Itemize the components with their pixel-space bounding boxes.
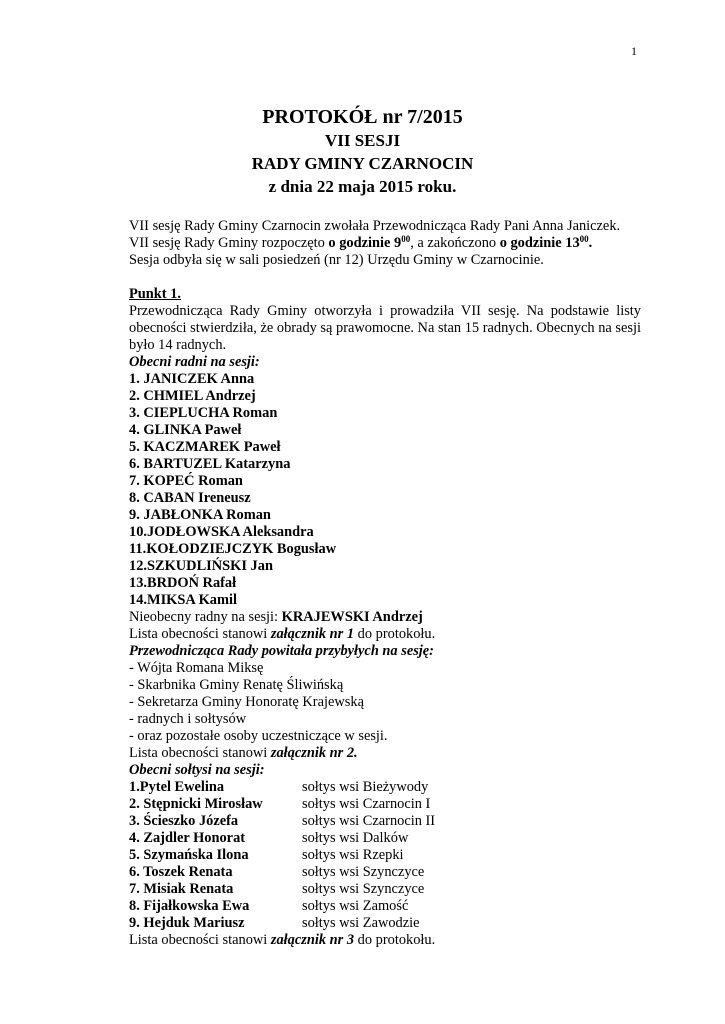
soltys-row xyxy=(129,796,641,813)
soltys-village: sołtys wsi Rzepki xyxy=(302,847,404,863)
soltys-name: 4. Zajdler Honorat xyxy=(129,830,246,846)
document-body xyxy=(129,218,641,949)
councillor-item: 5. KACZMAREK Paweł xyxy=(129,439,281,455)
councillor-item: 8. CABAN Ireneusz xyxy=(129,490,251,506)
councillors-list xyxy=(129,371,641,609)
councillor-item: 6. BARTUZEL Katarzyna xyxy=(129,456,291,472)
soltys-row xyxy=(129,881,641,898)
soltysi-heading: Obecni sołtysi na sesji: xyxy=(129,762,265,778)
punkt-1-paragraph: Przewodnicząca Rady Gminy otworzyła i prowadziła VII sesję. Na podstawie listy obecności stwierdziła, że obrady są prawomocne. Na stan 15 radnych. Obecnych na sesji było 14 radnych. xyxy=(129,303,641,353)
councillor-item: 7. KOPEĆ Roman xyxy=(129,473,243,489)
soltys-row xyxy=(129,915,641,932)
soltys-village: sołtys wsi Czarnocin II xyxy=(302,813,436,829)
soltysi-list xyxy=(129,779,641,932)
welcomed-item: - Wójta Romana Miksę xyxy=(129,660,264,676)
councillor-item: 9. JABŁONKA Roman xyxy=(129,507,271,523)
absent-councillor-name: KRAJEWSKI Andrzej xyxy=(281,609,423,625)
intro-line-2-a: VII sesję Rady Gminy rozpoczęto xyxy=(129,235,329,251)
councillor-item: 13.BRDOŃ Rafał xyxy=(129,575,237,591)
soltys-name: 7. Misiak Renata xyxy=(129,881,234,897)
soltys-name: 9. Hejduk Mariusz xyxy=(129,915,245,931)
councillor-item: 3. CIEPLUCHA Roman xyxy=(129,405,278,421)
document-title xyxy=(0,106,725,198)
attachment-2: załącznik nr 2. xyxy=(270,745,358,761)
welcomed-item: - radnych i sołtysów xyxy=(129,711,247,727)
soltys-village: sołtys wsi Dalków xyxy=(302,830,409,846)
soltys-row xyxy=(129,847,641,864)
attachment-3: załącznik nr 3 xyxy=(270,932,355,948)
soltys-name: 5. Szymańska Ilona xyxy=(129,847,249,863)
soltys-village: sołtys wsi Szynczyce xyxy=(302,881,425,897)
councillor-item: 14.MIKSA Kamil xyxy=(129,592,237,608)
attendance-note-2: Lista obecności stanowi załącznik nr 2. xyxy=(129,745,358,761)
councillors-heading: Obecni radni na sesji: xyxy=(129,354,260,370)
soltys-village: sołtys wsi Zawodzie xyxy=(302,915,420,931)
section-heading-punkt-1: Punkt 1. xyxy=(129,286,181,302)
soltys-name: 6. Toszek Renata xyxy=(129,864,233,880)
soltys-row xyxy=(129,830,641,847)
welcomed-heading: Przewodnicząca Rady powitała przybyłych na sesję: xyxy=(129,643,434,659)
councillor-item: 4. GLINKA Paweł xyxy=(129,422,242,438)
soltys-name: 1.Pytel Ewelina xyxy=(129,779,225,795)
page-number: 1 xyxy=(631,44,637,58)
councillor-item: 11.KOŁODZIEJCZYK Bogusław xyxy=(129,541,337,557)
councillor-item: 10.JODŁOWSKA Aleksandra xyxy=(129,524,314,540)
welcomed-list xyxy=(129,660,641,745)
councillor-item: 1. JANICZEK Anna xyxy=(129,371,255,387)
welcomed-item: - oraz pozostałe osoby uczestniczące w sesji. xyxy=(129,728,388,744)
intro-line-3: Sesja odbyła się w sali posiedzeń (nr 12) Urzędu Gminy w Czarnocinie. xyxy=(129,252,544,268)
title-line-2: VII SESJI xyxy=(324,131,401,150)
soltys-village: sołtys wsi Czarnocin I xyxy=(302,796,431,812)
councillor-item: 2. CHMIEL Andrzej xyxy=(129,388,256,404)
intro-line-2-c: , a zakończono xyxy=(410,235,500,251)
absent-councillor: Nieobecny radny na sesji: KRAJEWSKI Andrzej xyxy=(129,609,423,625)
soltys-row xyxy=(129,813,641,830)
soltys-row xyxy=(129,898,641,915)
soltys-village: sołtys wsi Szynczyce xyxy=(302,864,425,880)
soltys-village: sołtys wsi Bieżywody xyxy=(302,779,429,795)
welcomed-item: - Sekretarza Gminy Honoratę Krajewską xyxy=(129,694,364,710)
soltys-row xyxy=(129,779,641,796)
councillor-item: 12.SZKUDLIŃSKI Jan xyxy=(129,558,273,574)
attendance-note-1: Lista obecności stanowi załącznik nr 1 do protokołu. xyxy=(129,626,436,642)
intro-line-2 xyxy=(129,235,641,252)
soltys-row xyxy=(129,864,641,881)
title-line-3: RADY GMINY CZARNOCIN xyxy=(251,154,474,173)
soltys-name: 2. Stępnicki Mirosław xyxy=(129,796,263,812)
intro-line-1: VII sesję Rady Gminy Czarnocin zwołała Przewodnicząca Rady Pani Anna Janiczek. xyxy=(129,218,621,234)
start-time: o godzinie $9^{00}$ xyxy=(328,234,411,251)
soltys-name: 3. Ścieszko Józefa xyxy=(129,813,239,829)
title-line-4: z dnia 22 maja 2015 roku. xyxy=(268,177,457,196)
title-line-1: PROTOKÓŁ nr 7/2015 xyxy=(262,106,463,128)
attendance-note-3: Lista obecności stanowi załącznik nr 3 do protokołu. xyxy=(129,932,436,948)
end-time: o godzinie $13^{00}$. xyxy=(499,234,593,251)
welcomed-item: - Skarbnika Gminy Renatę Śliwińską xyxy=(129,677,344,693)
soltys-name: 8. Fijałkowska Ewa xyxy=(129,898,250,914)
attachment-1: załącznik nr 1 xyxy=(270,626,355,642)
soltys-village: sołtys wsi Zamość xyxy=(302,898,409,914)
